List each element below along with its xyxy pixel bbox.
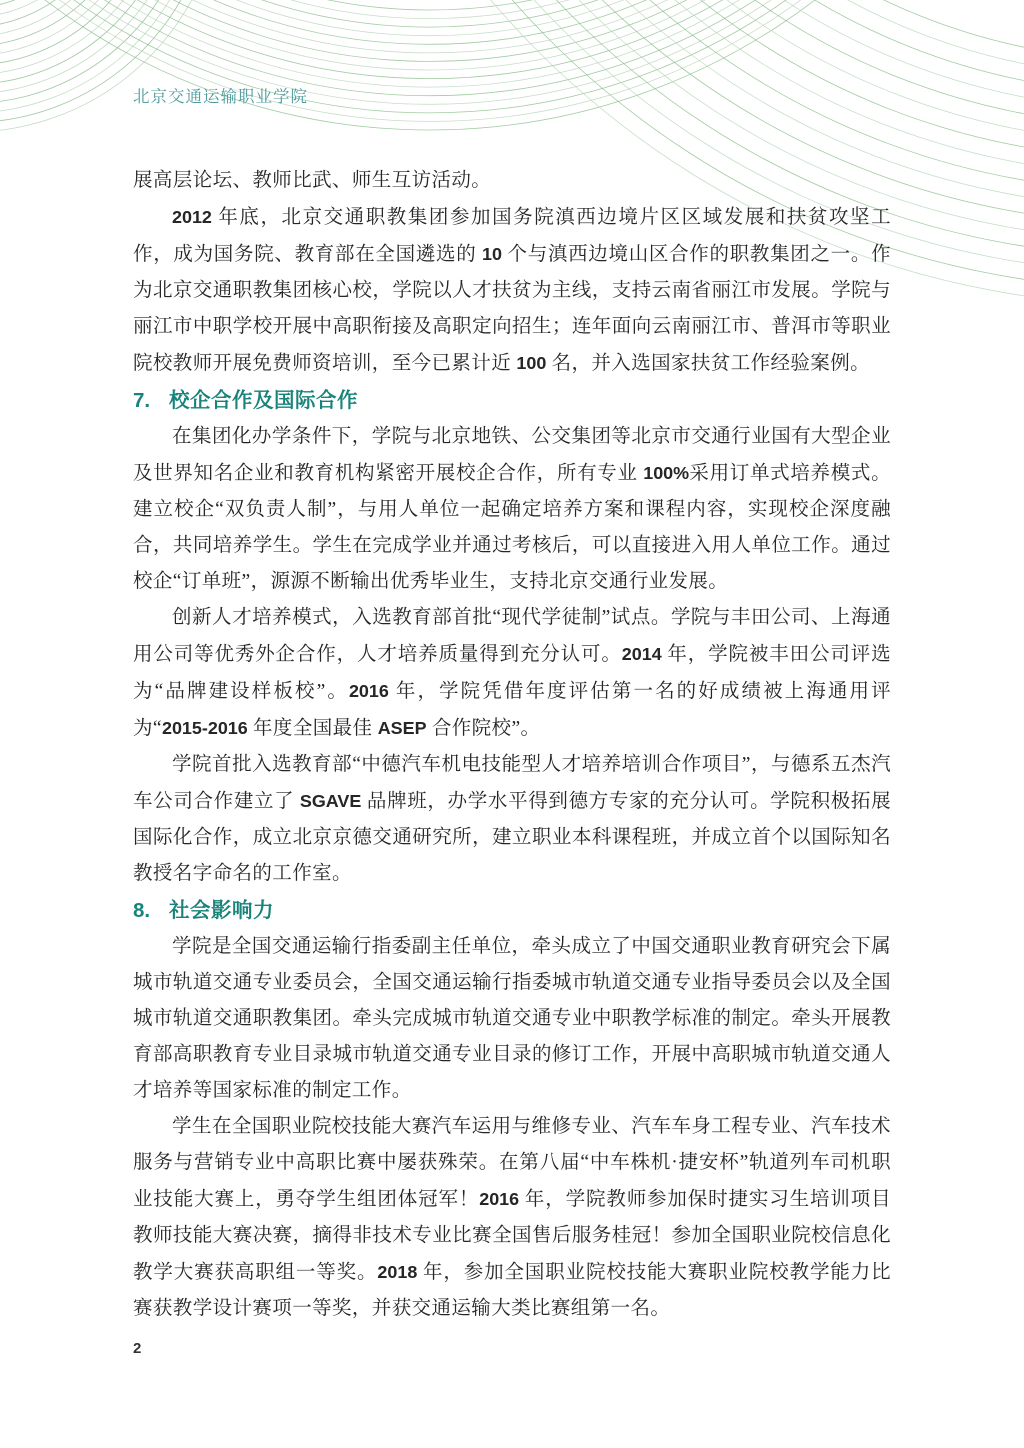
- page-number: 2: [133, 1340, 142, 1357]
- latin-text: 2015-2016: [161, 718, 248, 738]
- document-body: [133, 163, 891, 1327]
- latin-text: 10: [481, 244, 502, 264]
- paragraph: 学院首批入选教育部“中德汽车机电技能型人才培养培训合作项目”，与德系五杰汽车公司合作建立了 SGAVE 品牌班，办学水平得到德方专家的充分认可。学院积极拓展国际化合作，成立北京京德交通研究所，建立职业本科课程班，并成立首个以国际知名教授名字命名的工作室。: [133, 754, 891, 884]
- paragraph: 学院是全国交通运输行指委副主任单位，牵头成立了中国交通职业教育研究会下属城市轨道交通专业委员会，全国交通运输行指委城市轨道交通专业指导委员会以及全国城市轨道交通职教集团。牵头完成城市轨道交通专业中职教学标准的制定。牵头开展教育部高职教育专业目录城市轨道交通专业目录的修订工作，开展中高职城市轨道交通人才培养等国家标准的制定工作。: [133, 936, 891, 1101]
- section-number: 8.: [133, 899, 151, 922]
- paragraph: 学生在全国职业院校技能大赛汽车运用与维修专业、汽车车身工程专业、汽车技术服务与营销专业中高职比赛中屡获殊荣。在第八届“中车株机·捷安杯”轨道列车司机职业技能大赛上，勇夺学生组团体冠军！2016 年，学院教师参加保时捷实习生培训项目教师技能大赛决赛，摘得非技术专业比赛全国售后服务桂冠！参加全国职业院校信息化教学大赛获高职组一等奖。2018 年，参加全国职业院校技能大赛职业院校教学能力比赛获教学设计赛项一等奖，并获交通运输大类比赛组第一名。: [133, 1116, 891, 1319]
- paragraph: 在集团化办学条件下，学院与北京地铁、公交集团等北京市交通行业国有大型企业及世界知名企业和教育机构紧密开展校企合作，所有专业 100%采用订单式培养模式。建立校企“双负责人制”，与用人单位一起确定培养方案和课程内容，实现校企深度融合，共同培养学生。学生在完成学业并通过考核后，可以直接进入用人单位工作。通过校企“订单班”，源源不断输出优秀毕业生，支持北京交通行业发展。: [133, 426, 891, 592]
- latin-text: 2016: [479, 1189, 520, 1209]
- paragraph: 展高层论坛、教师比武、师生互访活动。: [133, 170, 492, 191]
- section-title: 社会影响力: [169, 899, 274, 922]
- latin-text: 2014: [621, 644, 662, 664]
- page-header-title: 北京交通运输职业学院: [133, 87, 308, 106]
- latin-text: 2016: [348, 681, 389, 701]
- latin-text: SGAVE: [299, 791, 362, 811]
- latin-text: 2018: [377, 1262, 418, 1282]
- paragraph: 2012 年底，北京交通职教集团参加国务院滇西边境片区区域发展和扶贫攻坚工作，成为国务院、教育部在全国遴选的 10 个与滇西边境山区合作的职教集团之一。作为北京交通职教集团核心校，学院以人才扶贫为主线，支持云南省丽江市发展。学院与丽江市中职学校开展中高职衔接及高职定向招生；连年面向云南丽江市、普洱市等职业院校教师开展免费师资培训，至今已累计近 100 名，并入选国家扶贫工作经验案例。: [133, 207, 891, 374]
- latin-text: 2012: [172, 207, 212, 227]
- latin-text: 100%: [643, 463, 690, 483]
- latin-text: 100: [516, 353, 547, 373]
- paragraph: 创新人才培养模式，入选教育部首批“现代学徒制”试点。学院与丰田公司、上海通用公司等优秀外企合作，人才培养质量得到充分认可。2014 年，学院被丰田公司评选为“品牌建设样板校”。2016 年，学院凭借年度评估第一名的好成绩被上海通用评为“2015-2016 年度全国最佳 ASEP 合作院校”。: [133, 607, 891, 739]
- latin-text: ASEP: [377, 718, 427, 738]
- section-heading-8: [133, 893, 891, 929]
- section-heading-7: [133, 383, 891, 419]
- section-number: 7.: [133, 389, 151, 412]
- section-title: 校企合作及国际合作: [169, 389, 358, 412]
